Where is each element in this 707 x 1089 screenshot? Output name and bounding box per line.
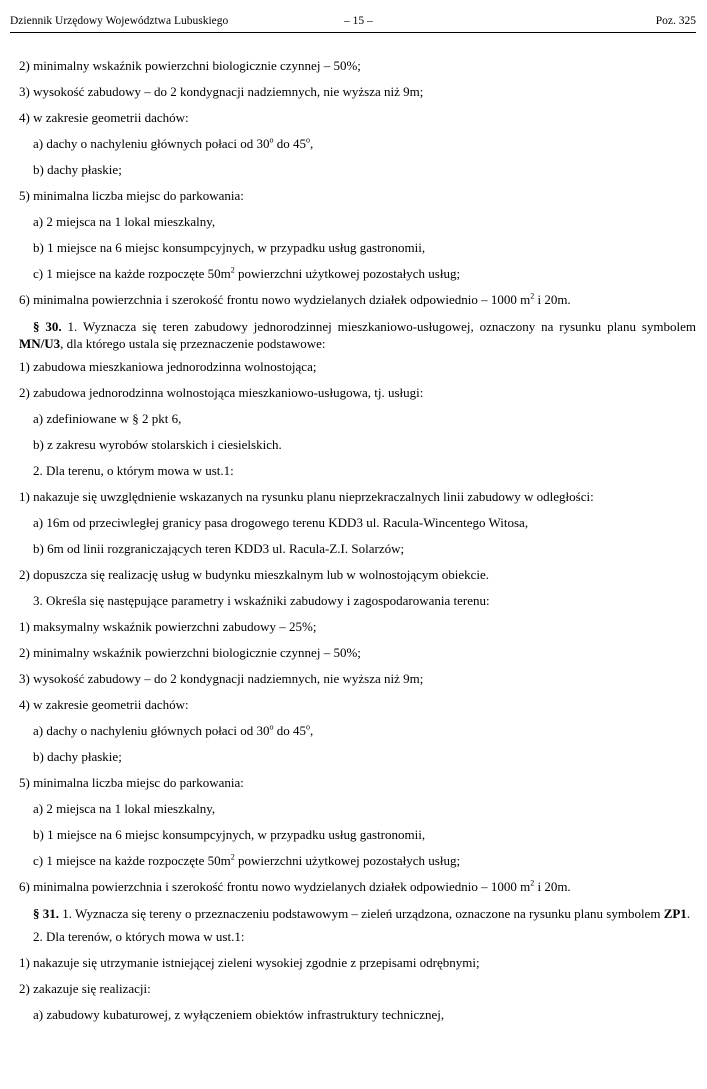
list-item: 2) zabudowa jednorodzinna wolnostojąca mieszkaniowo-usługowa, tj. usługi: — [19, 385, 424, 400]
journal-title: Dziennik Urzędowy Województwa Lubuskiego — [10, 15, 229, 27]
zone-symbol: MN/U3 — [19, 336, 61, 351]
list-item: 1) nakazuje się utrzymanie istniejącej zieleni wysokiej zgodnie z przepisami odrębnymi; — [19, 955, 480, 970]
list-item: 6) minimalna powierzchnia i szerokość frontu nowo wydzielanych działek odpowiednio – 1000 $m^2$ i 20m. — [19, 878, 571, 894]
list-item: b) dachy płaskie; — [33, 162, 122, 177]
section-number: § 30. — [33, 319, 62, 334]
list-item: 6) minimalna powierzchnia i szerokość frontu nowo wydzielanych działek odpowiednio – 1000 $m^2$ i 20m. — [19, 291, 571, 307]
section-number: § 31. — [33, 906, 59, 921]
list-item: b) dachy płaskie; — [33, 749, 122, 764]
list-item: 1) nakazuje się uwzględnienie wskazanych na rysunku planu nieprzekraczalnych linii zabudowy w odległości: — [19, 489, 594, 504]
list-item: a) zdefiniowane w § 2 pkt 6, — [33, 411, 182, 426]
list-item: 2. Dla terenów, o których mowa w ust.1: — [33, 929, 245, 944]
list-item: 5) minimalna liczba miejsc do parkowania: — [19, 775, 244, 790]
page-number: – 15 – — [344, 15, 373, 27]
list-item: 1) maksymalny wskaźnik powierzchni zabudowy – 25%; — [19, 619, 317, 634]
list-item: b) 6m od linii rozgraniczających teren KDD3 ul. Racula-Z.I. Solarzów; — [33, 541, 405, 556]
list-item: b) 1 miejsce na 6 miejsc konsumpcyjnych, w przypadku usług gastronomii, — [33, 827, 426, 842]
list-item: c) 1 miejsce na każde rozpoczęte $50m^2$ powierzchni użytkowej pozostałych usług; — [33, 265, 461, 281]
list-item: a) 2 miejsca na 1 lokal mieszkalny, — [33, 214, 216, 229]
list-item: 3) wysokość zabudowy – do 2 kondygnacji nadziemnych, nie wyższa niż 9m; — [19, 671, 424, 686]
list-item: 2) zakazuje się realizacji: — [19, 981, 151, 996]
document-body — [19, 57, 696, 1032]
list-item: b) z zakresu wyrobów stolarskich i ciesielskich. — [33, 437, 282, 452]
paragraph-section-30: § 30. 1. Wyznacza się teren zabudowy jednorodzinnej mieszkaniowo-usługowej, oznaczony na rysunku planu symbolem MN/U3, dla którego ustala się przeznaczenie podstawowe: — [19, 319, 697, 351]
list-item: a) dachy o nachyleniu głównych połaci od 30$^o$ do 45$^o$, — [33, 135, 314, 151]
zone-symbol: ZP1 — [663, 906, 687, 921]
list-item: a) zabudowy kubaturowej, z wyłączeniem obiektów infrastruktury technicznej, — [33, 1007, 445, 1022]
list-item: 2) minimalny wskaźnik powierzchni biologicznie czynnej – 50%; — [19, 645, 361, 660]
list-item: 2. Dla terenu, o którym mowa w ust.1: — [33, 463, 234, 478]
list-item: c) 1 miejsce na każde rozpoczęte $50m^2$ powierzchni użytkowej pozostałych usług; — [33, 852, 461, 868]
list-item: b) 1 miejsce na 6 miejsc konsumpcyjnych, w przypadku usług gastronomii, — [33, 240, 426, 255]
list-item: 3) wysokość zabudowy – do 2 kondygnacji nadziemnych, nie wyższa niż 9m; — [19, 84, 424, 99]
list-item: 3. Określa się następujące parametry i wskaźniki zabudowy i zagospodarowania terenu: — [33, 593, 490, 608]
list-item: 1) zabudowa mieszkaniowa jednorodzinna wolnostojąca; — [19, 359, 317, 374]
list-item: 4) w zakresie geometrii dachów: — [19, 110, 189, 125]
list-item: a) 16m od przeciwległej granicy pasa drogowego terenu KDD3 ul. Racula-Wincentego Witosa, — [33, 515, 529, 530]
list-item: 4) w zakresie geometrii dachów: — [19, 697, 189, 712]
paragraph-section-31: § 31. 1. Wyznacza się tereny o przeznaczeniu podstawowym – zieleń urządzona, oznaczone na rysunku planu symbolem ZP1. — [33, 906, 691, 921]
list-item: 5) minimalna liczba miejsc do parkowania: — [19, 188, 244, 203]
list-item: a) dachy o nachyleniu głównych połaci od 30$^o$ do 45$^o$, — [33, 722, 314, 738]
page-header — [10, 6, 696, 33]
position-number: Poz. 325 — [655, 15, 696, 27]
list-item: 2) minimalny wskaźnik powierzchni biologicznie czynnej – 50%; — [19, 58, 361, 73]
list-item: a) 2 miejsca na 1 lokal mieszkalny, — [33, 801, 216, 816]
list-item: 2) dopuszcza się realizację usług w budynku mieszkalnym lub w wolnostojącym obiekcie. — [19, 567, 490, 582]
